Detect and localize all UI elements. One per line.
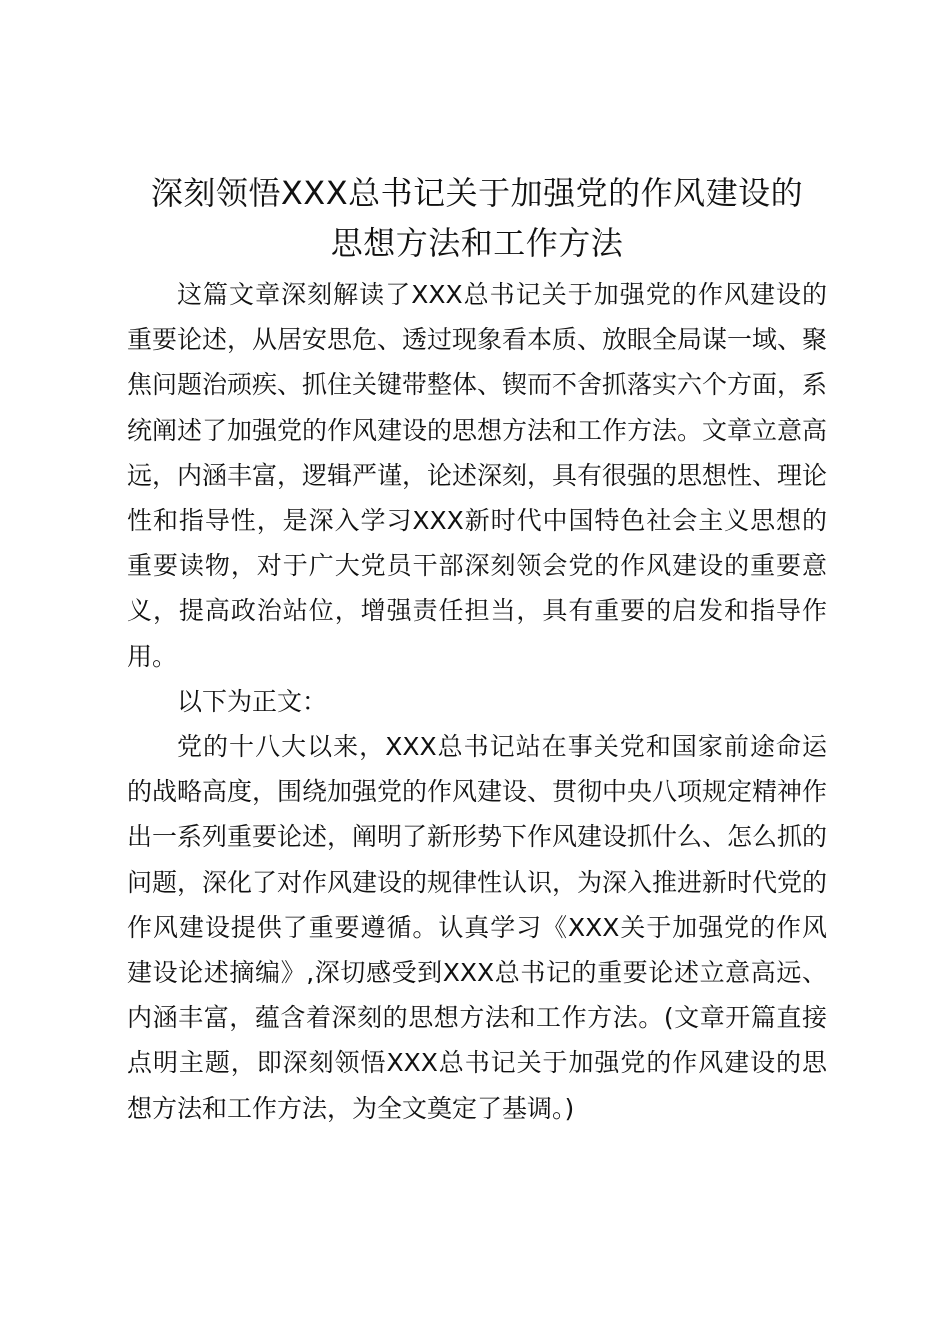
document-title (127, 168, 827, 268)
document-page (127, 168, 827, 1131)
body-paragraph: 党的十八大以来，XXX总书记站在事关党和国家前途命运的战略高度，围绕加强党的作风建设、贯彻中央八项规定精神作出一系列重要论述，阐明了新形势下作风建设抓什么、怎么抓的问题，深化了对作风建设的规律性认识，为深入推进新时代党的作风建设提供了重要遵循。认真学习《XXX关于加强党的作风建设论述摘编》,深切感受到XXX总书记的重要论述立意高远、内涵丰富，蕴含着深刻的思想方法和工作方法。(文章开篇直接点明主题，即深刻领悟XXX总书记关于加强党的作风建设的思想方法和工作方法，为全文奠定了基调。) (127, 732, 828, 1123)
summary-paragraph: 这篇文章深刻解读了XXX总书记关于加强党的作风建设的重要论述，从居安思危、透过现象看本质、放眼全局谋一域、聚焦问题治顽疾、抓住关键带整体、锲而不舍抓落实六个方面，系统阐述了加强党的作风建设的思想方法和工作方法。文章立意高远，内涵丰富，逻辑严谨，论述深刻，具有很强的思想性、理论性和指导性，是深入学习XXX新时代中国特色社会主义思想的重要读物，对于广大党员干部深刻领会党的作风建设的重要意义，提高政治站位，增强责任担当，具有重要的启发和指导作用。 (127, 280, 828, 671)
title-line-2: 思想方法和工作方法 (330, 224, 624, 262)
title-line-1: 深刻领悟XXX总书记关于加强党的作风建设的 (150, 174, 804, 212)
body-intro-label: 以下为正文： (177, 686, 328, 716)
